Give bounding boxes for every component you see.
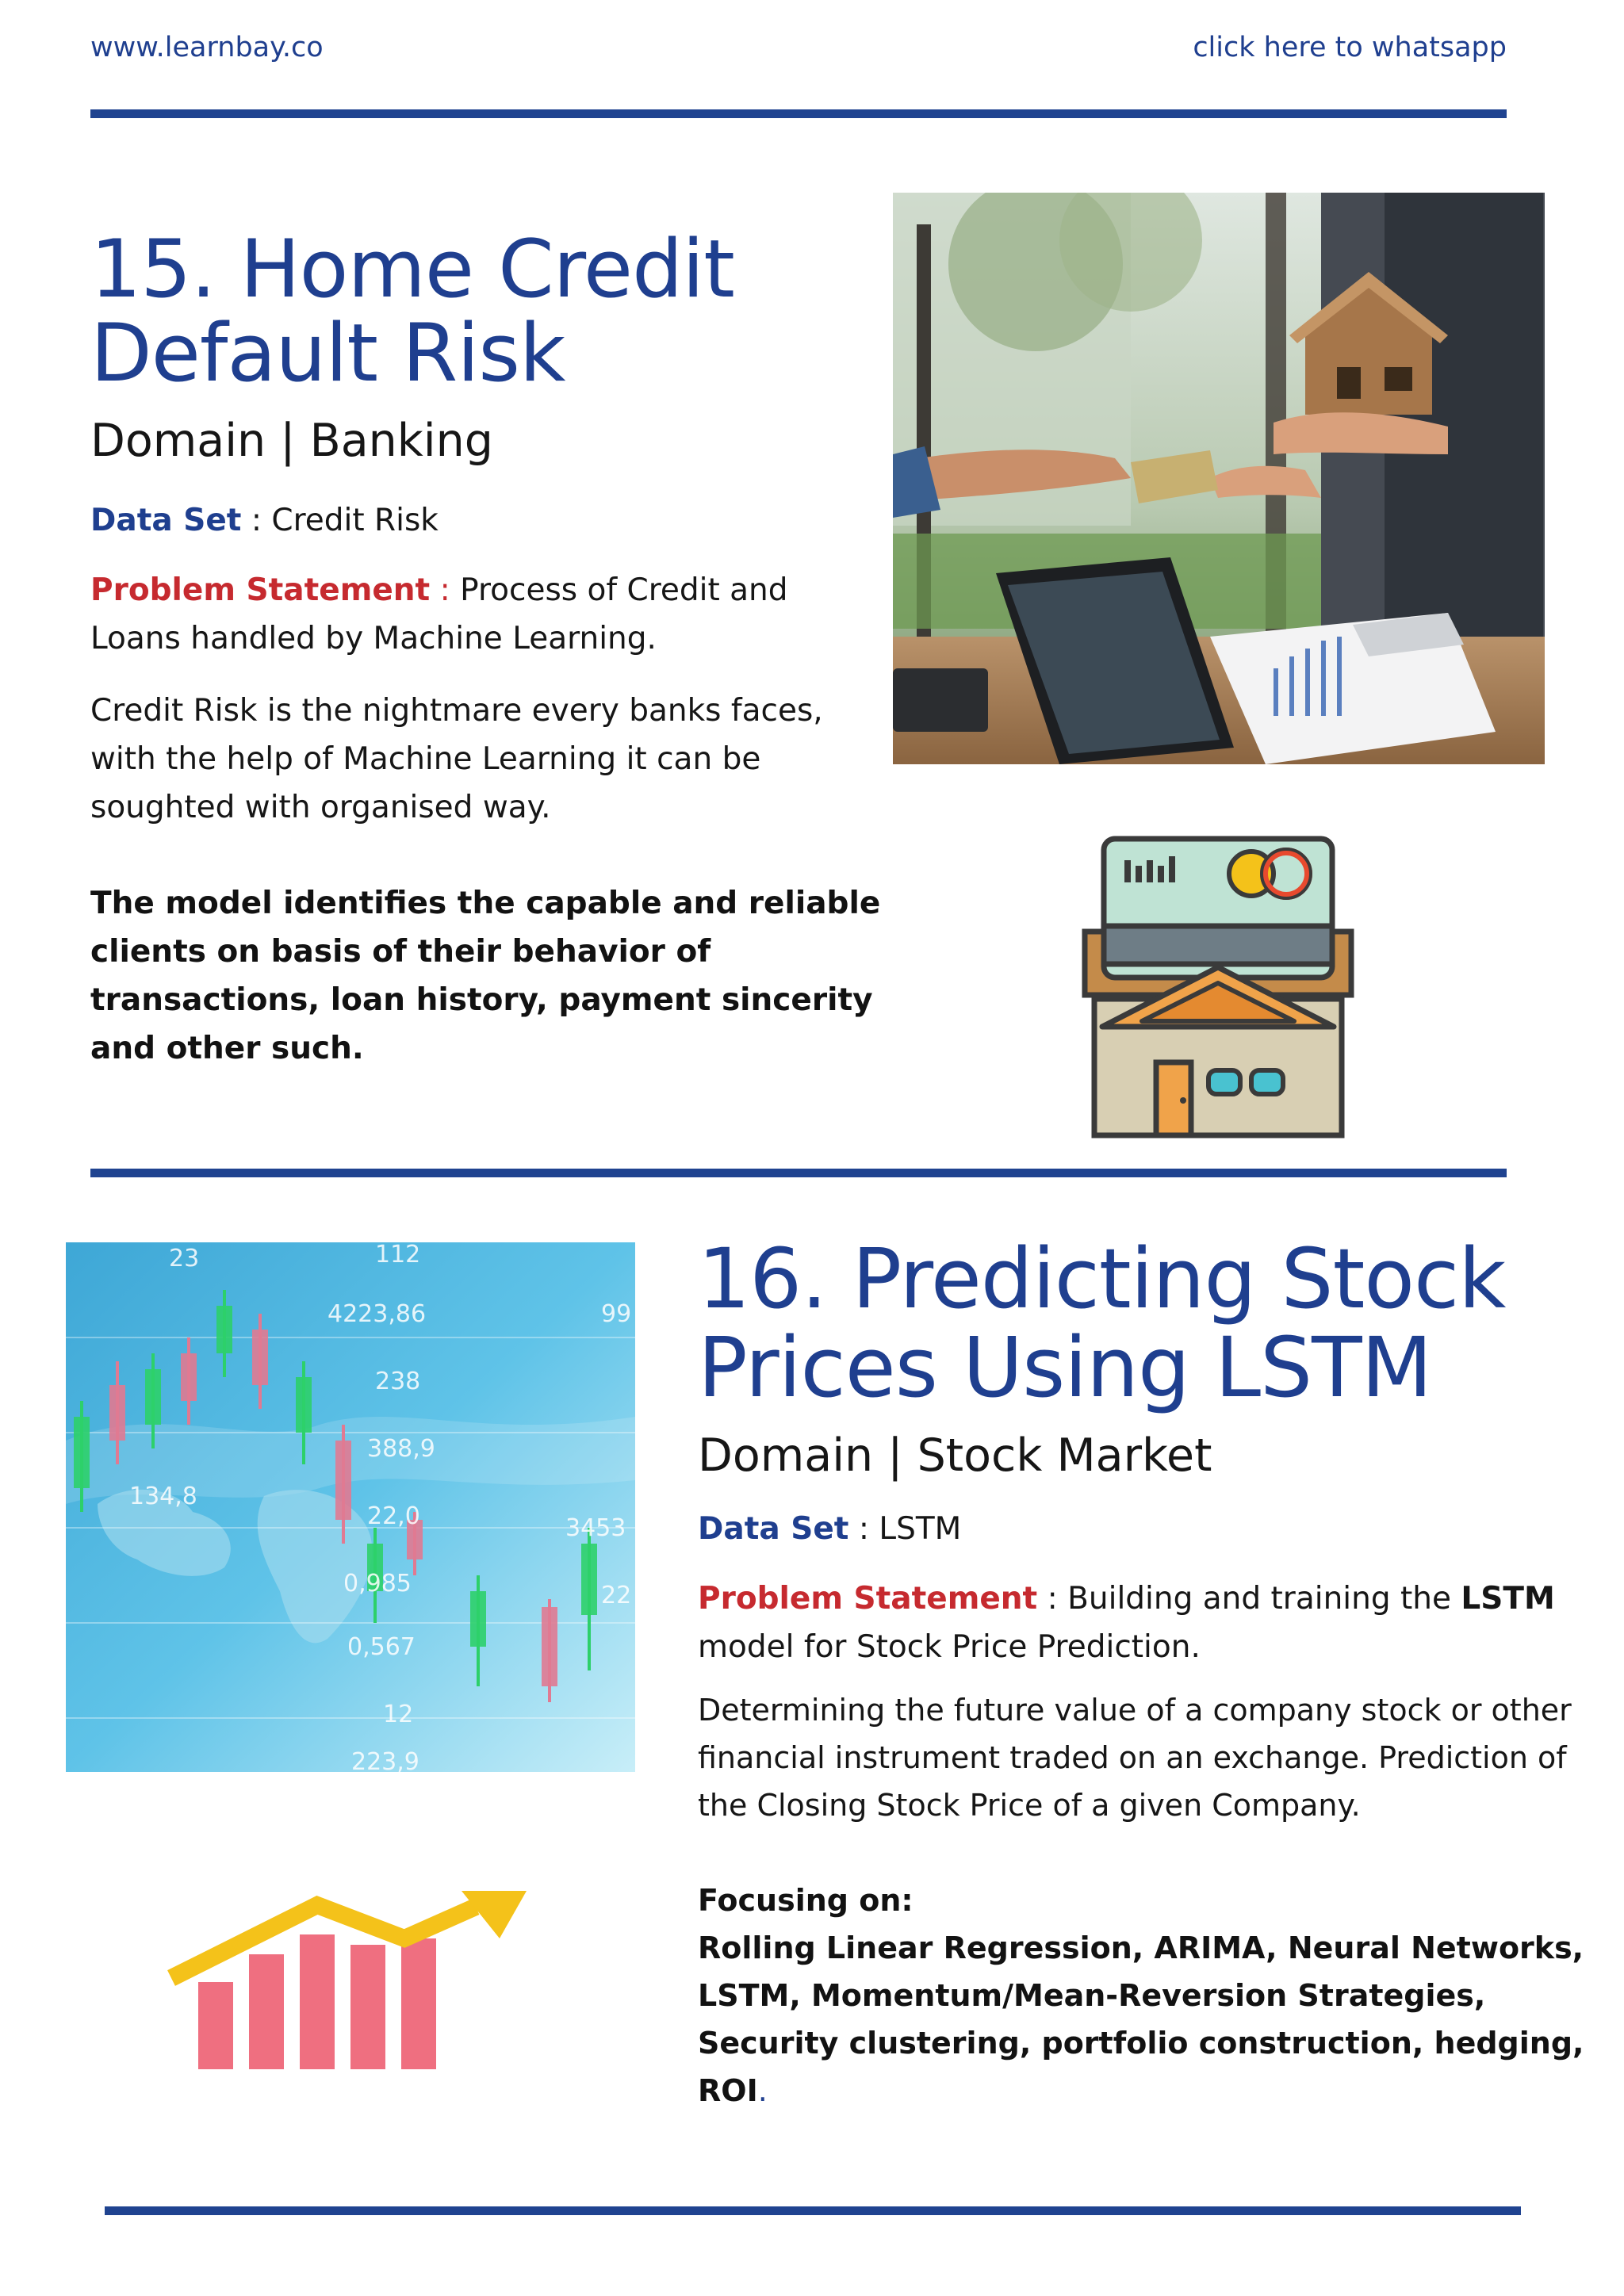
- project-15-domain: Domain | Banking: [90, 415, 493, 467]
- focus-line: Rolling Linear Regression, ARIMA, Neural Networks,: [698, 1931, 1584, 1965]
- title-line: 16. Predicting Stock: [698, 1230, 1506, 1327]
- project-16-description: [698, 1686, 1572, 1829]
- home-credit-photo: [893, 193, 1545, 764]
- dataset-label: Data Set: [698, 1511, 849, 1547]
- problem-highlight: LSTM: [1461, 1581, 1555, 1617]
- growth-bar-chart-icon: [167, 1891, 531, 2073]
- project-16-domain: Domain | Stock Market: [698, 1429, 1212, 1482]
- stock-number-8: 12: [383, 1701, 414, 1728]
- stock-number-5: 22,0: [367, 1502, 420, 1530]
- description-line: Determining the future value of a company stock or other: [698, 1693, 1572, 1728]
- stock-number-12: 22: [601, 1582, 632, 1609]
- stock-number-7: 0,567: [347, 1633, 416, 1661]
- dataset-value: : Credit Risk: [241, 503, 439, 538]
- description-line: Credit Risk is the nightmare every banks faces,: [90, 693, 823, 729]
- summary-line: The model identifies the capable and reliable: [90, 886, 881, 921]
- house-credit-card-icon: [1078, 832, 1358, 1142]
- stock-market-photo: [66, 1242, 635, 1772]
- problem-text: model for Stock Price Prediction.: [698, 1629, 1201, 1665]
- problem-text: Loans handled by Machine Learning.: [90, 621, 657, 656]
- stock-number-6: 0,985: [343, 1570, 412, 1598]
- footer-divider: [105, 2206, 1521, 2215]
- focus-end: .: [757, 2073, 768, 2108]
- problem-label: Problem Statement: [90, 572, 431, 608]
- dataset-value: : LSTM: [848, 1511, 962, 1547]
- title-line: Default Risk: [90, 306, 565, 400]
- project-16-title: [698, 1230, 1506, 1416]
- description-line: soughted with organised way.: [90, 790, 551, 825]
- project-16-problem: [698, 1575, 1555, 1671]
- description-line: financial instrument traded on an exchange. Prediction of: [698, 1740, 1567, 1775]
- stock-number-1: 112: [375, 1242, 421, 1269]
- summary-line: transactions, loan history, payment sincerity: [90, 982, 873, 1018]
- project-16-focus: [698, 1877, 1584, 2114]
- problem-label: Problem Statement: [698, 1581, 1038, 1617]
- description-line: with the help of Machine Learning it can be: [90, 741, 761, 777]
- section-divider: [90, 1169, 1507, 1177]
- focus-line: Security clustering, portfolio construction, hedging,: [698, 2026, 1584, 2061]
- focus-heading: Focusing on:: [698, 1883, 914, 1918]
- stock-number-11: 3453: [565, 1514, 626, 1542]
- stock-number-10: 99: [601, 1300, 632, 1328]
- project-16-section: [698, 1230, 1506, 1416]
- project-15-description: [90, 687, 823, 832]
- description-line: the Closing Stock Price of a given Company.: [698, 1788, 1361, 1823]
- stock-number-4: 388,9: [367, 1435, 435, 1463]
- problem-text: Process of Credit and: [450, 572, 788, 608]
- stock-number-14: 23: [169, 1245, 200, 1272]
- stock-number-13: 134,8: [129, 1483, 197, 1510]
- project-15-title: [90, 222, 734, 400]
- title-line: Prices Using LSTM: [698, 1319, 1432, 1416]
- header-divider: [90, 109, 1507, 118]
- project-16-dataset: [698, 1505, 961, 1553]
- stock-number-2: 4223,86: [327, 1300, 427, 1328]
- project-15-problem: [90, 566, 788, 663]
- title-line: 15. Home Credit: [90, 222, 734, 316]
- stock-number-3: 238: [375, 1368, 421, 1395]
- project-15-dataset: [90, 496, 439, 545]
- focus-line: ROI: [698, 2073, 758, 2108]
- dataset-label: Data Set: [90, 503, 242, 538]
- focus-line: LSTM, Momentum/Mean-Reversion Strategies,: [698, 1978, 1486, 2013]
- project-15-section: [90, 222, 734, 400]
- whatsapp-link[interactable]: click here to whatsapp: [1193, 32, 1507, 63]
- problem-text: : Building and training the: [1037, 1581, 1461, 1617]
- summary-line: clients on basis of their behavior of: [90, 934, 711, 970]
- problem-colon: :: [430, 572, 450, 608]
- stock-number-9: 223,9: [351, 1748, 419, 1772]
- website-link[interactable]: www.learnbay.co: [90, 32, 324, 63]
- project-15-model-summary: [90, 879, 880, 1073]
- summary-line: and other such.: [90, 1031, 364, 1066]
